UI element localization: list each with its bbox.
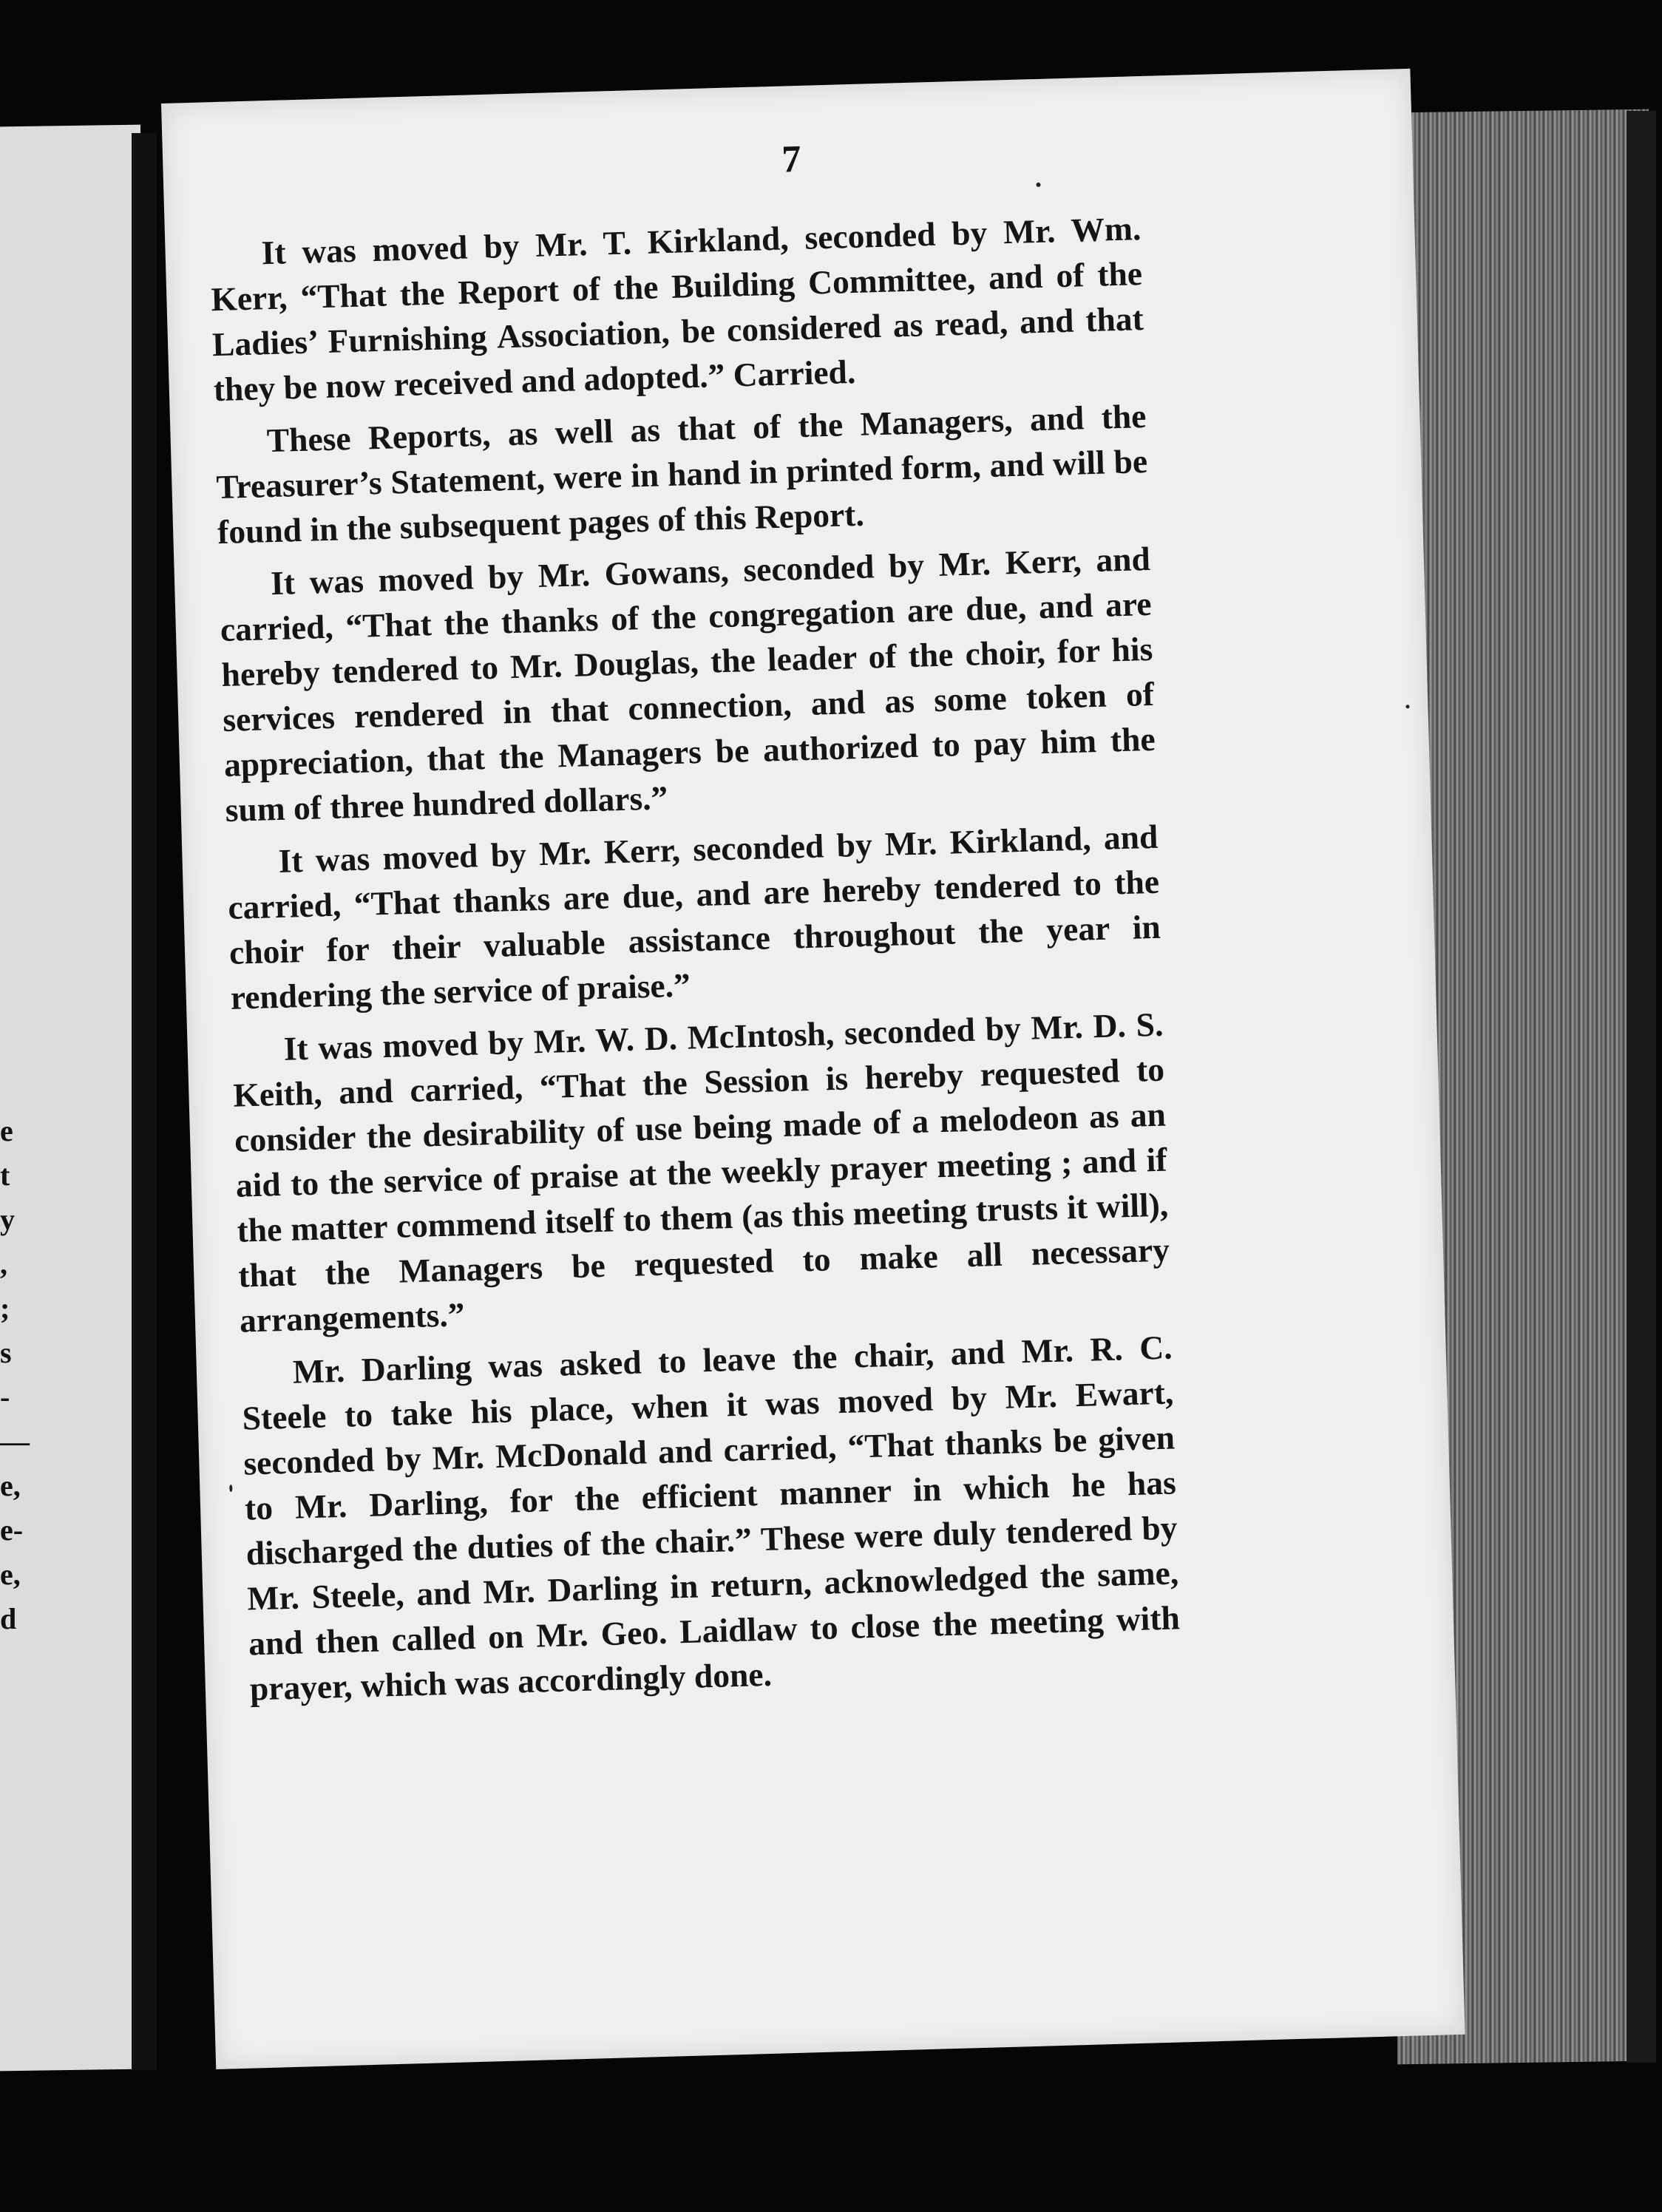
margin-fragment: y	[0, 1203, 15, 1236]
margin-fragment: e	[0, 1114, 13, 1147]
margin-fragment: e,	[0, 1469, 21, 1502]
margin-fragment: -	[0, 1380, 10, 1414]
margin-fragment: —	[0, 1425, 30, 1458]
margin-fragment: ;	[0, 1292, 10, 1325]
margin-fragment: e-	[0, 1513, 24, 1547]
paragraph: It was moved by Mr. Kerr, seconded by Mr. Kirkland, and carried, “That thanks are due, and are hereby tendered to the choir for their valuable assistance throughout the year in rendering the service of praise.”	[227, 817, 1161, 1017]
paragraph: It was moved by Mr. W. D. McIntosh, seconded by Mr. D. S. Keith, and carried, “That the Session is hereby requested to consider the desirability of use being made of a melodeon as an aid to the service of praise at the weekly prayer meeting ; and if the matter commend itself to them (as this meeting trusts it will), that the Managers be requested to make all necessary arrangements.”	[232, 1005, 1170, 1340]
dust-speck	[229, 1485, 232, 1492]
paragraph: Mr. Darling was asked to leave the chair, and Mr. R. C. Steele to take his place, when it was moved by Mr. Ewart, seconded by Mr. McDonald and carried, “That thanks be given to Mr. Darling, for the efficient manner in which he has discharged the duties of the chair.” These were duly tendered by Mr. Steele, and Mr. Darling in return, acknowledged the same, and then called on Mr. Geo. Laidlaw to close the meeting with prayer, which was accordingly done.	[241, 1328, 1181, 1708]
margin-fragment: ,	[0, 1247, 7, 1280]
page-number: 7	[781, 138, 802, 181]
paragraph: It was moved by Mr. Gowans, seconded by Mr. Kerr, and carried, “That the thanks of the congregation are due, and are hereby tendered to Mr. Douglas, the leader of the choir, for his services rendered in that connection, and as some token of appreciation, that the Managers be authorized to pay him the sum of three hundred dollars.”	[220, 539, 1156, 829]
margin-fragment: e,	[0, 1558, 21, 1591]
margin-fragment: s	[0, 1336, 12, 1369]
paragraph: These Reports, as well as that of the Managers, and the Treasurer’s Statement, were in hand in printed form, and will be found in the subsequent pages of this Report.	[215, 396, 1148, 552]
book-gutter	[132, 133, 157, 2070]
page-body-text	[209, 206, 1182, 1718]
facing-page-text-fragments	[0, 1109, 30, 1641]
dust-speck	[1405, 705, 1409, 708]
margin-fragment: t	[0, 1158, 10, 1192]
margin-fragment: d	[0, 1602, 17, 1635]
book-cover-edge	[1627, 111, 1656, 2063]
paragraph: It was moved by Mr. T. Kirkland, seconded by Mr. Wm. Kerr, “That the Report of the Building Committee, and of the Ladies’ Furnishing Association, be considered as read, and that they be now received and adopted.” Carried.	[210, 209, 1144, 409]
facing-page-left	[0, 125, 140, 2072]
document-page	[161, 69, 1465, 2069]
dust-speck	[1036, 183, 1040, 187]
